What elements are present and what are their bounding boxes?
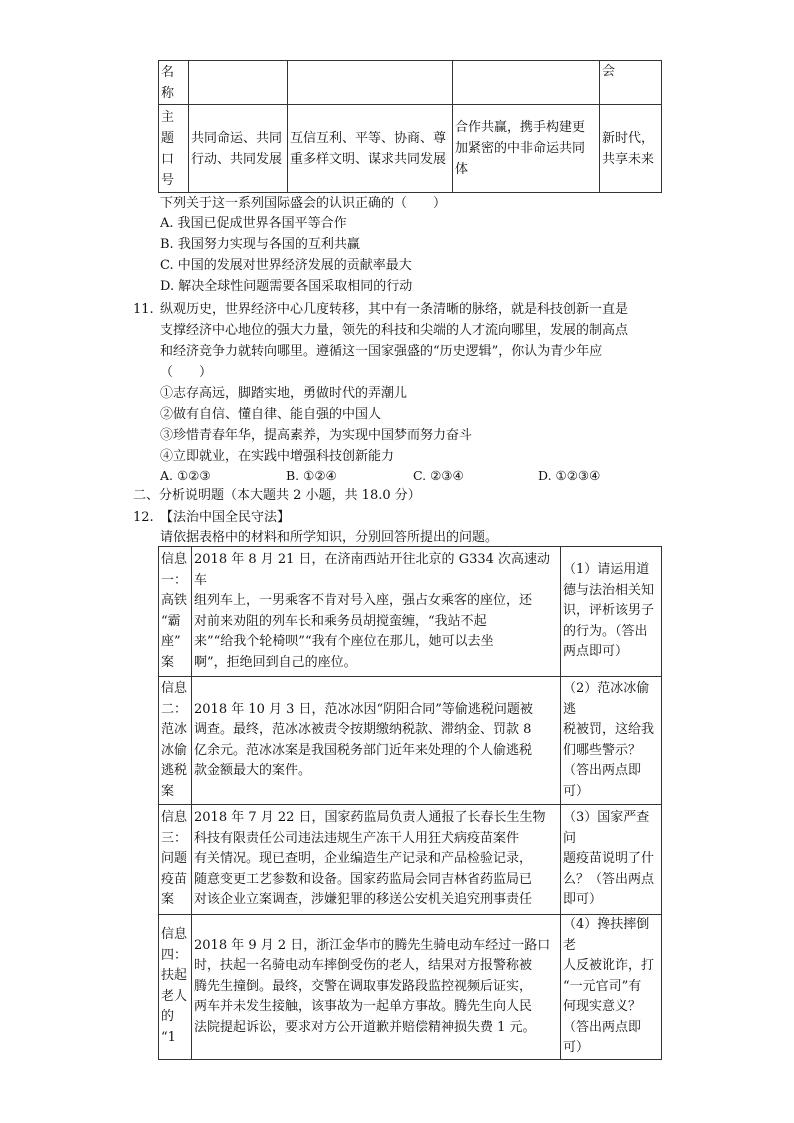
question-instruction: 请依据表格中的材料和所学知识，分别回答所提出的问题。 xyxy=(160,530,499,545)
row-label: 信息 二： 范冰 冰偷 逃税 案 xyxy=(159,677,192,805)
option-d[interactable]: D. ①②③④ xyxy=(538,468,601,483)
question-title: 【法治中国全民守法】 xyxy=(160,510,291,525)
table-cell xyxy=(189,61,288,105)
statement-1: ①志存高远，脚踏实地，勇做时代的弄潮儿 xyxy=(160,386,408,401)
case-table xyxy=(158,546,662,1060)
table-row xyxy=(159,61,662,105)
question-stem: 下列关于这一系列国际盛会的认识正确的（ ） xyxy=(160,196,447,211)
option-b[interactable]: B. ①②④ xyxy=(286,468,337,483)
table-cell xyxy=(288,61,453,105)
case-question: （1）请运用道 德与法治相关知 识，评析该男子 的行为。（答出 两点即可） xyxy=(561,547,662,677)
case-content: 2018 年 9 月 2 日，浙江金华市的腾先生骑电动车经过一路口 时，扶起一名骑电动车摔倒受伤的老人，结果对方报警称被 腾先生撞倒。最终，交警在调取事发路段监控视频后证实， 两车并未发生接触，该事故为一起单方事故。腾先生向人民 法院提起诉讼，要求对方公开道歉并赔偿精神损失费 1 元。 xyxy=(192,915,561,1060)
question-text: 和经济竞争力就转向哪里。遵循这一国家强盛的“历史逻辑”，你认为青少年应 xyxy=(160,344,603,359)
case-content: 2018 年 10 月 3 日，范冰冰因“阴阳合同”等偷逃税问题被 调查。最终，范冰冰被责令按期缴纳税款、滞纳金、罚款 8 亿余元。范冰冰案是我国税务部门近年来处理的个人偷逃税 款金额最大的案件。 xyxy=(192,677,561,805)
case-question: （2）范冰冰偷逃 税被罚，这给我 们哪些警示？ （答出两点即可） xyxy=(561,677,662,805)
table-cell: 合作共赢，携手构建更 加紧密的中非命运共同 体 xyxy=(453,105,600,193)
table-cell: 会 xyxy=(600,61,662,105)
case-content: 2018 年 8 月 21 日，在济南西站开往北京的 G334 次高速动车 组列车上，一男乘客不肯对号入座，强占女乘客的座位，还 对前来劝阻的列车长和乘务员胡搅蛮缠，“我站不起 来”“给我个轮椅呗”“我有个座位在那儿，她可以去坐 啊”，拒绝回到自己的座位。 xyxy=(192,547,561,677)
option-c[interactable]: C. 中国的发展对世界经济发展的贡献率最大 xyxy=(160,258,412,273)
table-row xyxy=(159,805,662,915)
option-b[interactable]: B. 我国努力实现与各国的互利共赢 xyxy=(160,237,360,252)
table-cell xyxy=(453,61,600,105)
table-cell: 新时代， 共享未来 xyxy=(600,105,662,193)
row-label: 信息 一： 高铁 “霸 座” 案 xyxy=(159,547,192,677)
question-number: 11. xyxy=(133,302,154,317)
question-text: 纵观历史，世界经济中心几度转移，其中有一条清晰的脉络，就是科技创新一直是 xyxy=(160,302,629,317)
row-label: 信息 三： 问题 疫苗 案 xyxy=(159,805,192,915)
table-row xyxy=(159,915,662,1060)
table-cell: 共同命运、共同 行动、共同发展 xyxy=(189,105,288,193)
option-d[interactable]: D. 解决全球性问题需要各国采取相同的行动 xyxy=(160,279,413,294)
summit-table xyxy=(158,60,662,193)
statement-3: ③珍惜青春年华，提高素养，为实现中国梦而努力奋斗 xyxy=(160,428,473,443)
row-label: 信息 四： 扶起 老人 的 “1 xyxy=(159,915,192,1060)
row-label: 主 题 口 号 xyxy=(159,105,189,193)
statement-4: ④立即就业，在实践中增强科技创新能力 xyxy=(160,449,395,464)
case-content: 2018 年 7 月 22 日，国家药监局负责人通报了长春长生生物 科技有限责任公司违法违规生产冻干人用狂犬病疫苗案件 有关情况。现已查明，企业编造生产记录和产品检验记录， 随意变更工艺参数和设备。国家药监局会同吉林省药监局已 对该企业立案调查，涉嫌犯罪的移送公安机关追究刑事责任 xyxy=(192,805,561,915)
question-text: 支撑经济中心地位的强大力量，领先的科技和尖端的人才流向哪里，发展的制高点 xyxy=(160,323,629,338)
row-label: 名 称 xyxy=(159,61,189,105)
table-cell: 互信互利、平等、协商、尊 重多样文明、谋求共同发展 xyxy=(288,105,453,193)
option-a[interactable]: A. ①②③ xyxy=(160,468,211,483)
option-a[interactable]: A. 我国已促成世界各国平等合作 xyxy=(160,216,347,231)
case-question: （3）国家严查问 题疫苗说明了什 么？（答出两点 即可） xyxy=(561,805,662,915)
option-c[interactable]: C. ②③④ xyxy=(413,468,464,483)
case-question: （4）搀扶摔倒老 人反被讹诈，打 “一元官司”有 何现实意义？ （答出两点即可） xyxy=(561,915,662,1060)
answer-bracket: （ ） xyxy=(160,365,213,380)
table-row xyxy=(159,547,662,677)
section-heading: 二、分析说明题（本大题共 2 小题，共 18.0 分） xyxy=(133,488,421,503)
question-number: 12. xyxy=(133,510,154,525)
statement-2: ②做有自信、懂自律、能自强的中国人 xyxy=(160,407,382,422)
table-row xyxy=(159,677,662,805)
table-row xyxy=(159,105,662,193)
